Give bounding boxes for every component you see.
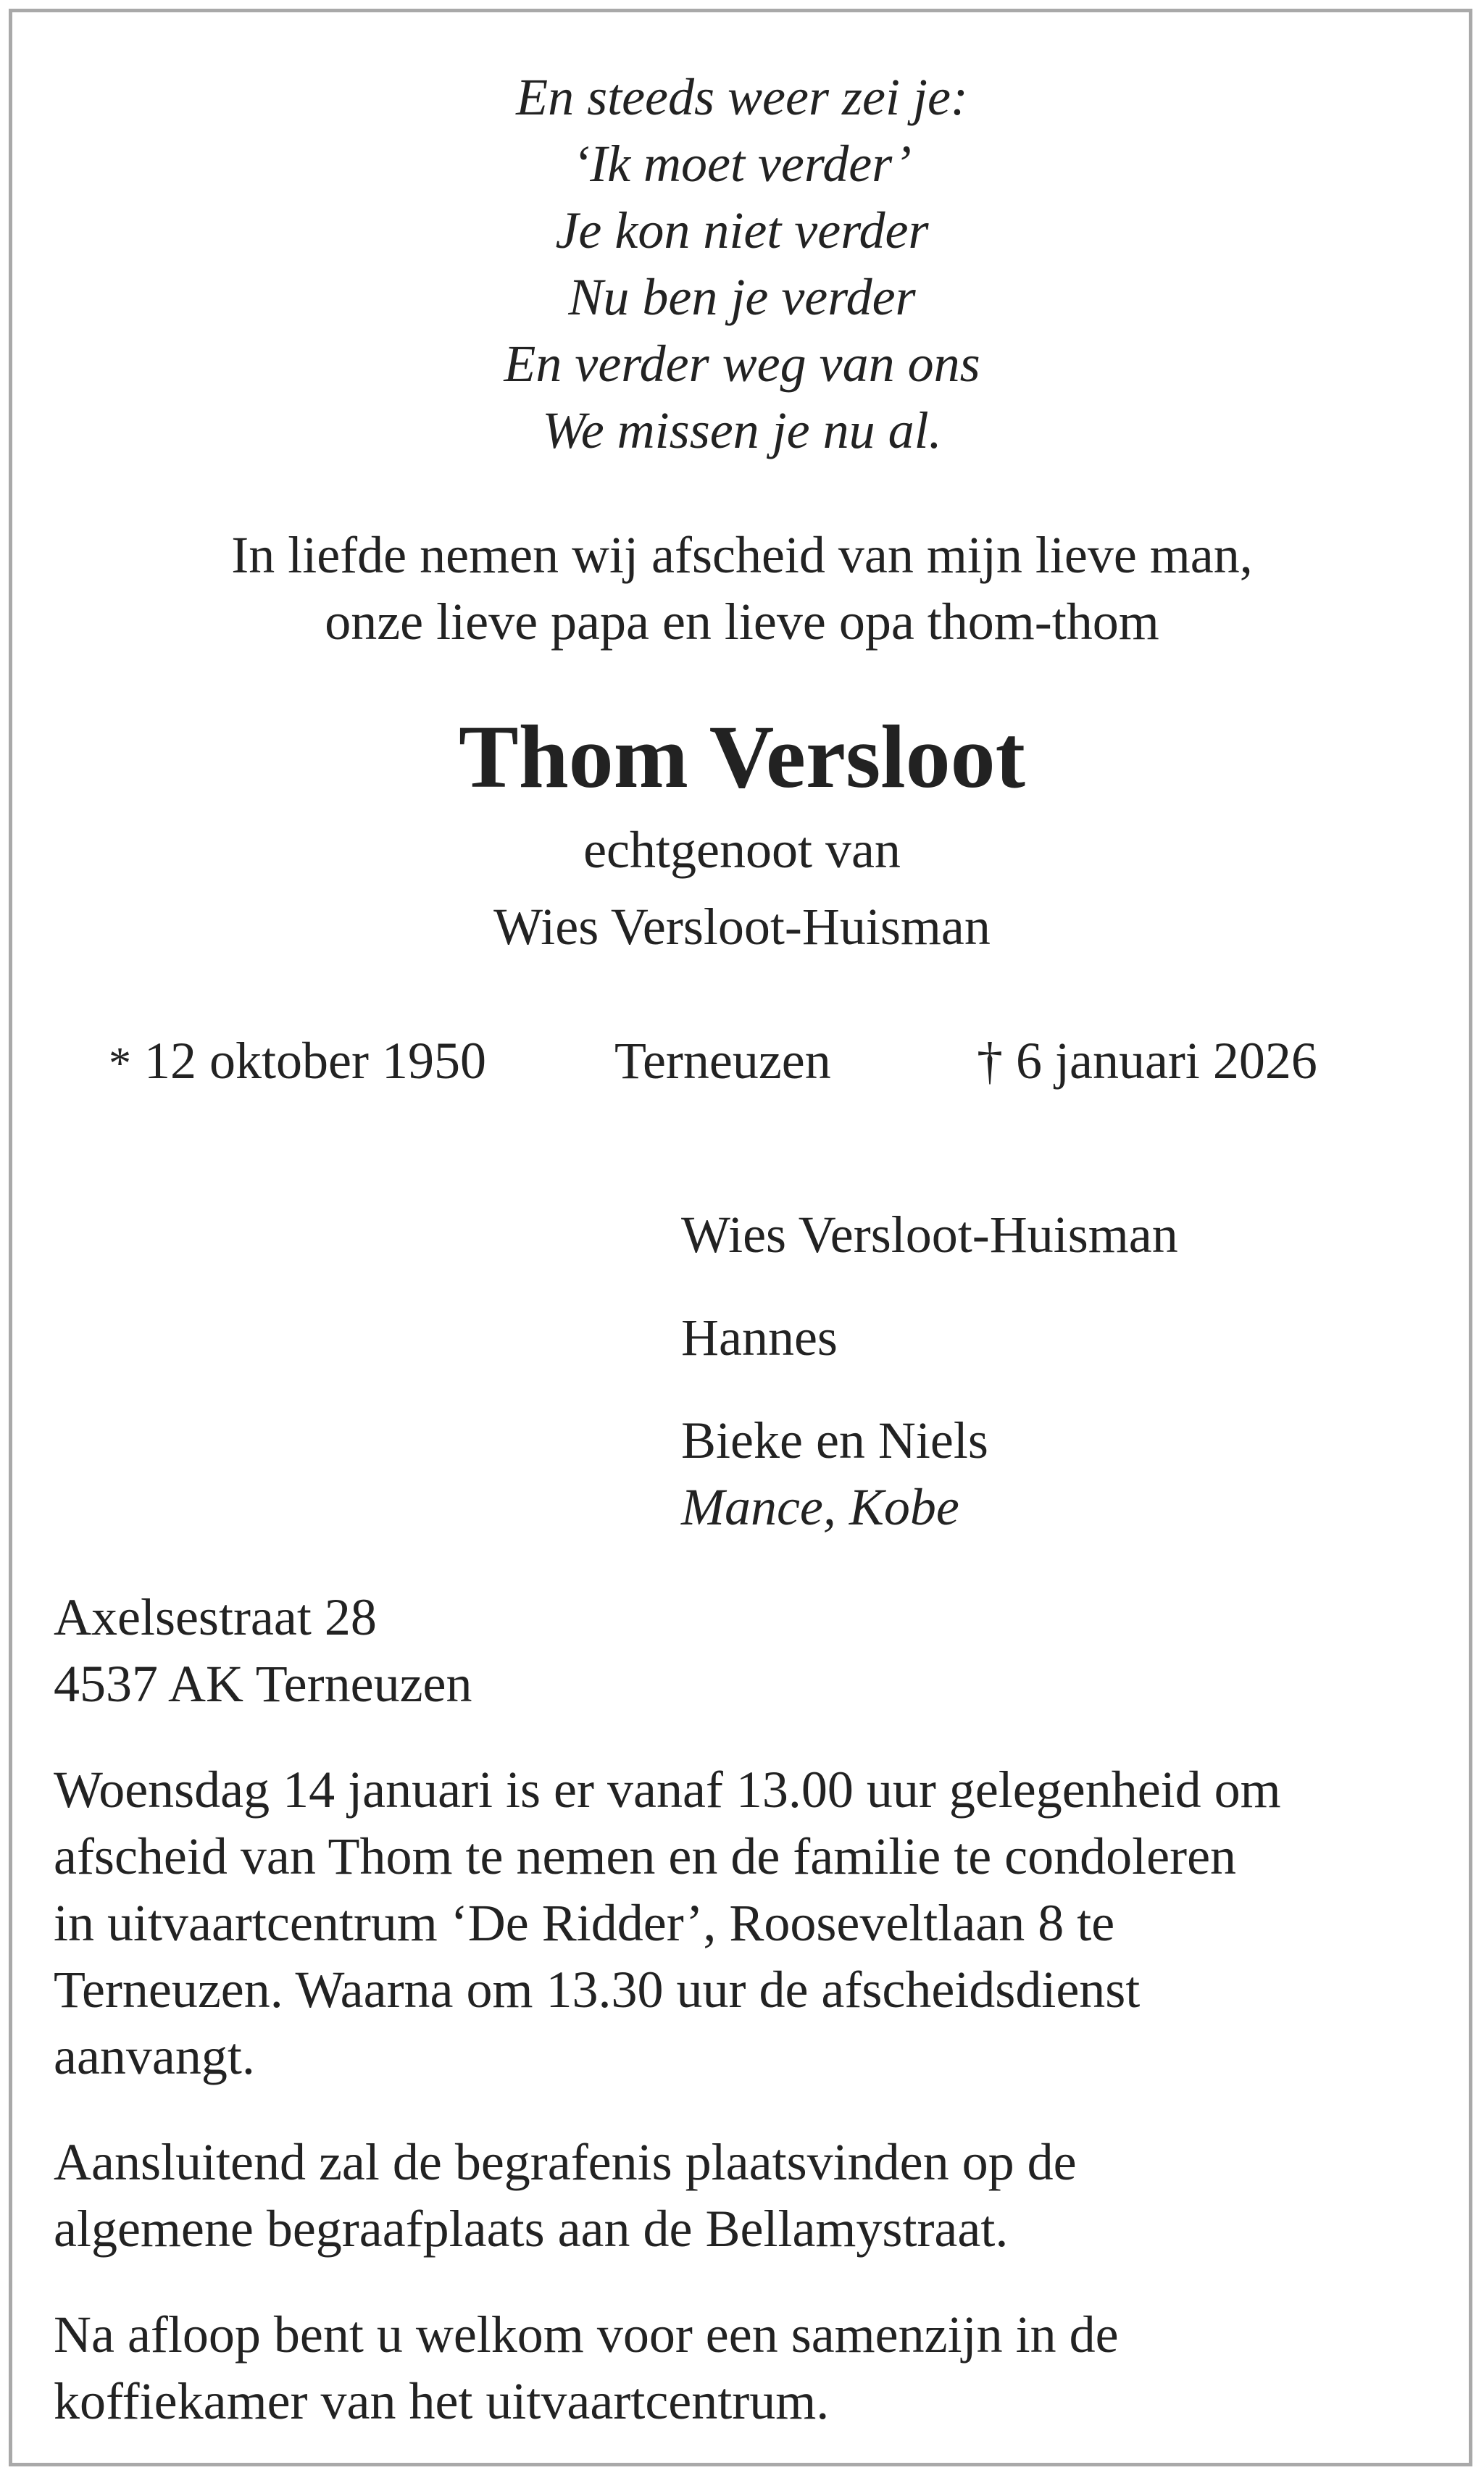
paragraph-line: algemene begraafplaats aan de Bellamystraat.	[54, 2200, 1009, 2258]
farewell-intro	[0, 522, 1484, 655]
family-spouse: Wies Versloot-Huisman	[681, 1206, 1178, 1264]
paragraph-line: in uitvaartcentrum ‘De Ridder’, Rooseveltlaan 8 te	[54, 1894, 1115, 1952]
poem-line: We missen je nu al.	[542, 401, 942, 459]
intro-line: In liefde nemen wij afscheid van mijn lieve man,	[231, 526, 1253, 584]
paragraph-line: Aansluitend zal de begrafenis plaatsvinden op de	[54, 2133, 1077, 2191]
family-child: Hannes	[681, 1309, 838, 1367]
correspondence-address	[54, 1584, 472, 1717]
paragraph-line: koffiekamer van het uitvaartcentrum.	[54, 2372, 830, 2430]
poem-line: Nu ben je verder	[568, 268, 916, 326]
poem-line: Je kon niet verder	[555, 201, 929, 259]
birth-date-text: 12 oktober 1950	[144, 1032, 486, 1090]
address-street: Axelsestraat 28	[54, 1588, 377, 1646]
place: Terneuzen	[614, 1032, 831, 1090]
reception-paragraph	[54, 2301, 1438, 2435]
poem-line: En steeds weer zei je:	[516, 68, 968, 126]
paragraph-line: Terneuzen. Waarna om 13.30 uur de afscheidsdienst	[54, 1961, 1141, 2019]
relation-label: echtgenoot van	[583, 821, 901, 879]
death-date	[977, 1027, 1317, 1094]
spouse-relation	[0, 812, 1484, 965]
address-city: 4537 AK Terneuzen	[54, 1655, 472, 1713]
family-list	[681, 1201, 1178, 1540]
paragraph-line: Na afloop bent u welkom voor een samenzijn in de	[54, 2306, 1119, 2364]
birth-date	[109, 1027, 486, 1097]
paragraph-line: Woensdag 14 januari is er vanaf 13.00 uur gelegenheid om	[54, 1761, 1281, 1819]
death-date-text: 6 januari 2026	[1016, 1032, 1317, 1090]
memorial-poem	[0, 64, 1484, 464]
burial-paragraph	[54, 2129, 1438, 2262]
spouse-name: Wies Versloot-Huisman	[493, 898, 991, 956]
paragraph-line: aanvangt.	[54, 2027, 255, 2085]
intro-line: onze lieve papa en lieve opa thom-thom	[325, 593, 1159, 651]
death-symbol: †	[977, 1032, 1003, 1090]
birth-symbol: *	[109, 1039, 131, 1088]
poem-line: En verder weg van ons	[504, 335, 980, 393]
deceased-name: Thom Versloot	[459, 707, 1025, 806]
family-grandchildren: Mance, Kobe	[681, 1478, 959, 1536]
paragraph-line: afscheid van Thom te nemen en de familie te condoleren	[54, 1827, 1237, 1885]
family-child: Bieke en Niels	[681, 1411, 988, 1469]
poem-line: ‘Ik moet verder’	[572, 135, 912, 193]
visitation-paragraph	[54, 1756, 1438, 2090]
